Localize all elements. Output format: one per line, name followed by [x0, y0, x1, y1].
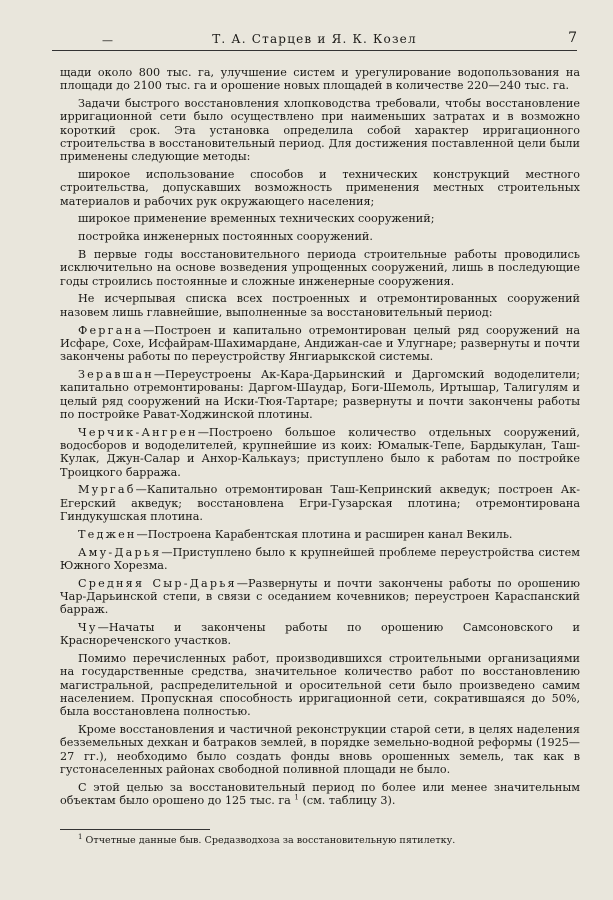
region-name: Черчик-Ангрен — [78, 425, 198, 439]
region-name: Фергана — [78, 323, 144, 337]
separator: — — [153, 367, 166, 381]
paragraph — [60, 781, 580, 808]
region-text: Капитально отремонтирован Таш-Кепринский акведук; построен Ак-Егерский акведук; восстановлена Егри-Гузарская плотина; отремонтирована Гиндукушская плотина. — [60, 483, 580, 523]
method-item: широкое использование способов и технических конструкций местного строительства, допускавших возможность применения местных строительных материалов и рабочих рук окружающего населения; — [60, 168, 580, 208]
header-dash: — — [102, 34, 113, 47]
region-name: Теджен — [78, 527, 137, 541]
paragraph: Не исчерпывая списка всех построенных и отремонтированных сооружений назовем лишь главнейшие, выполненные за восстановительный период: — [60, 292, 580, 319]
last-paragraph-tail: (см. таблицу 3). — [302, 794, 396, 808]
region-name: Аму-Дарья — [78, 545, 162, 559]
region-text: Построена Карабентская плотина и расширен канал Векиль. — [147, 527, 513, 541]
separator: — — [136, 527, 148, 541]
footnote-divider — [60, 829, 210, 830]
region-entry — [60, 483, 580, 523]
region-text: Приступлено было к крупнейшей проблеме переустройства систем Южного Хорезма. — [60, 545, 580, 572]
paragraph: Кроме восстановления и частичной реконструкции старой сети, в целях наделения безземельных дехкан и батраков землей, в порядке земельно-водной реформы (1925—27 гг.), необходимо было создать фонды вновь орошенных земель, так как в густонаселенных районах свободной поливной площади не было. — [60, 723, 580, 776]
separator: — — [161, 545, 173, 559]
footnote — [78, 832, 568, 847]
region-text: Построено большое количество отдельных сооружений, водосборов и вододелителей, крупнейшие из коих: Юмалык-Тепе, Бардыкулан, Таш-Кулак, Джун-Салар и Анхор-Калькауз; приступлено было к работам по постройке Троицкого барража. — [60, 425, 580, 479]
footnote-reference: 1 — [294, 793, 299, 802]
method-item: постройка инженерных постоянных сооружений. — [78, 230, 373, 244]
separator: — — [197, 425, 209, 439]
region-entry — [60, 577, 580, 617]
region-entry — [60, 621, 580, 648]
region-name: Мургаб — [78, 483, 136, 497]
separator: — — [97, 620, 109, 634]
paragraph: Задачи быстрого восстановления хлопководства требовали, чтобы восстановление ирригационной сети было осуществлено при наименьших затратах и в возможно короткий срок. Эта установка определила собой характер ирригационного строительства в восстановительный период. Для достижения поставленной цели были применены следующие методы: — [60, 97, 580, 164]
region-text: Построен и капитально отремонтирован целый ряд сооружений на Исфаре, Сохе, Исфайрам-Шахимардане, Андижан-сае и Улугнаре; развернуты и почти закончены работы по переустройству Янгиарыкской системы. — [60, 323, 580, 364]
separator: — — [135, 483, 147, 497]
region-name: Чу — [78, 620, 98, 634]
region-text: Развернуты и почти закончены работы по орошению Чар-Дарьинской степи, в связи с оседанием кочевников; переустроен Караспанский барраж. — [60, 576, 580, 617]
separator: — — [143, 323, 155, 337]
region-entry — [60, 324, 580, 364]
footnote-mark: 1 — [78, 832, 83, 841]
paragraph: щади около 800 тыс. га, улучшение систем и урегулирование водопользования на площади до 2100 тыс. га и орошение новых площадей в количестве 220—240 тыс. га. — [60, 66, 580, 93]
separator: — — [236, 576, 248, 590]
running-header — [52, 30, 577, 51]
header-title: Т. А. Старцев и Я. К. Козел — [212, 32, 417, 46]
region-name: Зеравшан — [78, 367, 154, 381]
region-text: Переустроены Ак-Кара-Дарьинский и Даргомский вододелители; капитально отремонтированы: Даргом-Шаудар, Боги-Шемоль, Иртышар, Талигулям и целый ряд сооружений на Иски-Тюя-Тартаре; развернуты и почти закончены работы по постройке Рават-Ходжинской плотины. — [60, 367, 580, 421]
paragraph: Помимо перечисленных работ, производившихся строительными организациями на государственные средства, значительное количество работ по восстановлению магистральной, распределительной и оросительной сети было произведено самим населением. Пропускная способность ирригационной сети, сократившаяся до 50%, была восстановлена полностью. — [60, 652, 580, 719]
page-number: 7 — [568, 30, 577, 46]
region-entry — [60, 426, 580, 479]
region-entry — [60, 528, 580, 541]
paragraph: В первые годы восстановительного периода строительные работы проводились исключительно на основе возведения упрощенных сооружений, лишь в последующие годы строились постоянные и сложные инженерные сооружения. — [60, 248, 580, 288]
region-entry — [60, 546, 580, 573]
page-body — [60, 66, 580, 812]
region-entry — [60, 368, 580, 421]
region-name: Средняя Сыр-Дарья — [78, 576, 237, 590]
footnote-text: Отчетные данные быв. Средазводхоза за восстановительную пятилетку. — [85, 835, 456, 846]
region-text: Начаты и закончены работы по орошению Самсоновского и Краснореченского участков. — [60, 620, 580, 648]
last-paragraph-text: С этой целью за восстановительный период по более или менее значительным объектам было орошено до 125 тыс. га — [60, 780, 580, 808]
method-item: широкое применение временных технических сооружений; — [78, 212, 435, 226]
